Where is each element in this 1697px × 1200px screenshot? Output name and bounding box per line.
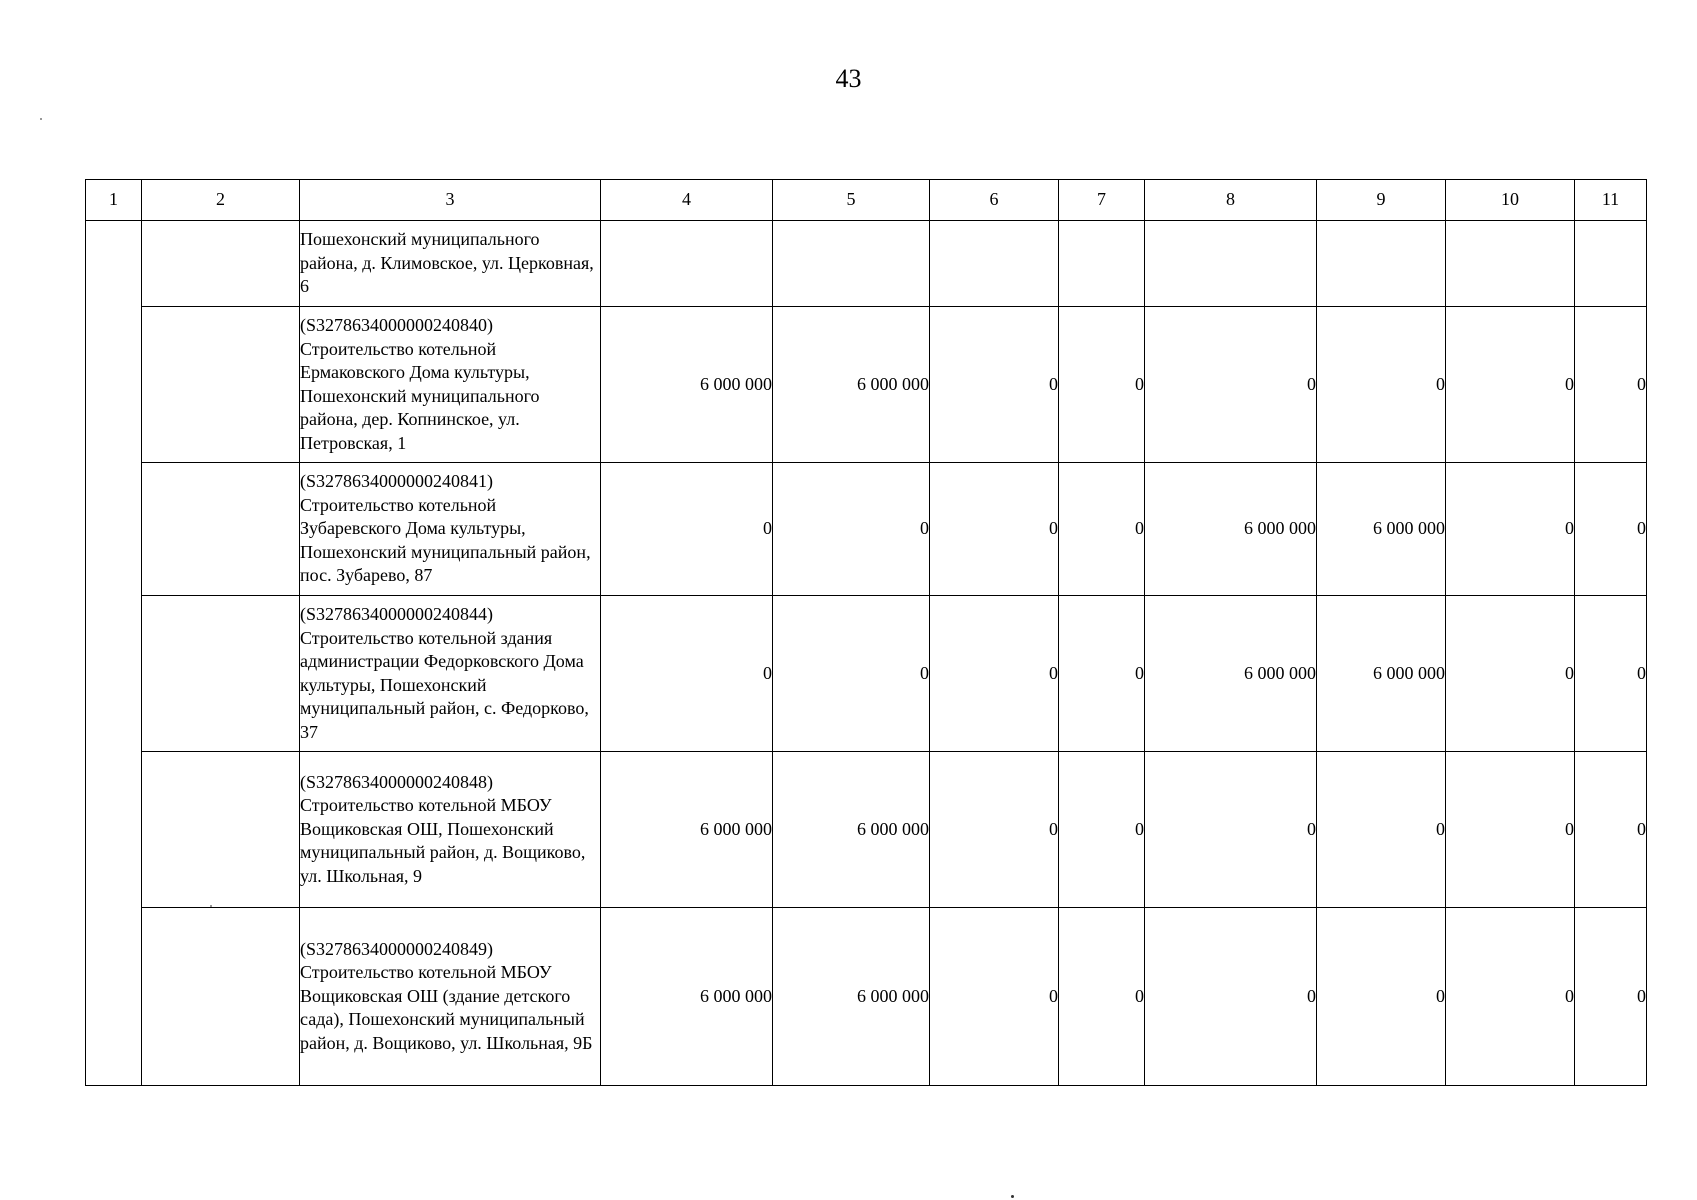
value-cell bbox=[930, 221, 1059, 307]
column-header: 3 bbox=[300, 180, 601, 221]
object-description: Пошехонский муниципального района, д. Климовское, ул. Церковная, 6 bbox=[300, 221, 601, 307]
column-header: 5 bbox=[773, 180, 930, 221]
col2-cell bbox=[142, 908, 300, 1086]
value-cell: 0 bbox=[1575, 596, 1647, 752]
value-cell: 0 bbox=[1317, 307, 1446, 463]
value-cell: 0 bbox=[773, 596, 930, 752]
value-cell bbox=[1446, 221, 1575, 307]
column-header: 8 bbox=[1145, 180, 1317, 221]
value-cell: 0 bbox=[1059, 752, 1145, 908]
col2-cell bbox=[142, 596, 300, 752]
value-cell: 6 000 000 bbox=[1317, 463, 1446, 596]
value-cell bbox=[1317, 221, 1446, 307]
table-row bbox=[86, 307, 1647, 463]
value-cell: 0 bbox=[1317, 908, 1446, 1086]
value-cell: 0 bbox=[1446, 752, 1575, 908]
col1-cell bbox=[86, 221, 142, 1086]
table-row bbox=[86, 908, 1647, 1086]
table-row bbox=[86, 596, 1647, 752]
value-cell: 0 bbox=[1145, 307, 1317, 463]
column-header: 10 bbox=[1446, 180, 1575, 221]
value-cell: 0 bbox=[1145, 752, 1317, 908]
value-cell: 0 bbox=[1059, 908, 1145, 1086]
header-row bbox=[86, 180, 1647, 221]
value-cell: 0 bbox=[1575, 752, 1647, 908]
value-cell bbox=[1575, 221, 1647, 307]
value-cell: 6 000 000 bbox=[1145, 596, 1317, 752]
value-cell: 6 000 000 bbox=[773, 307, 930, 463]
value-cell: 6 000 000 bbox=[601, 307, 773, 463]
column-header: 9 bbox=[1317, 180, 1446, 221]
value-cell: 0 bbox=[773, 463, 930, 596]
value-cell: 0 bbox=[930, 596, 1059, 752]
value-cell: 0 bbox=[1446, 908, 1575, 1086]
value-cell: 0 bbox=[1575, 463, 1647, 596]
col2-cell bbox=[142, 463, 300, 596]
value-cell: 0 bbox=[601, 463, 773, 596]
column-header: 11 bbox=[1575, 180, 1647, 221]
value-cell: 0 bbox=[1317, 752, 1446, 908]
scan-speck bbox=[40, 118, 42, 120]
table-row bbox=[86, 463, 1647, 596]
value-cell: 0 bbox=[930, 752, 1059, 908]
value-cell bbox=[601, 221, 773, 307]
scan-speck bbox=[1011, 1195, 1014, 1198]
object-description: (S3278634000000240840) Строительство котельной Ермаковского Дома культуры, Пошехонский муниципального района, дер. Копнинское, ул. Петровская, 1 bbox=[300, 307, 601, 463]
column-header: 7 bbox=[1059, 180, 1145, 221]
value-cell: 0 bbox=[1575, 908, 1647, 1086]
column-header: 2 bbox=[142, 180, 300, 221]
value-cell: 6 000 000 bbox=[773, 752, 930, 908]
value-cell: 6 000 000 bbox=[601, 752, 773, 908]
col2-cell bbox=[142, 221, 300, 307]
value-cell: 6 000 000 bbox=[601, 908, 773, 1086]
budget-table bbox=[85, 179, 1647, 1086]
column-header: 4 bbox=[601, 180, 773, 221]
object-description: (S3278634000000240844) Строительство котельной здания администрации Федорковского Дома культуры, Пошехонский муниципальный район, с. Федорково, 37 bbox=[300, 596, 601, 752]
value-cell: 0 bbox=[1446, 596, 1575, 752]
value-cell: 0 bbox=[1059, 596, 1145, 752]
value-cell: 0 bbox=[1059, 463, 1145, 596]
value-cell: 0 bbox=[1446, 307, 1575, 463]
value-cell bbox=[773, 221, 930, 307]
value-cell: 0 bbox=[930, 307, 1059, 463]
value-cell: 0 bbox=[1059, 307, 1145, 463]
value-cell bbox=[1145, 221, 1317, 307]
value-cell: 6 000 000 bbox=[1317, 596, 1446, 752]
scan-speck bbox=[210, 905, 212, 907]
value-cell bbox=[1059, 221, 1145, 307]
table-row bbox=[86, 221, 1647, 307]
col2-cell bbox=[142, 752, 300, 908]
value-cell: 0 bbox=[601, 596, 773, 752]
column-header: 6 bbox=[930, 180, 1059, 221]
value-cell: 6 000 000 bbox=[1145, 463, 1317, 596]
object-description: (S3278634000000240848) Строительство котельной МБОУ Вощиковская ОШ, Пошехонский муниципальный район, д. Вощиково, ул. Школьная, 9 bbox=[300, 752, 601, 908]
col2-cell bbox=[142, 307, 300, 463]
page-number: 43 bbox=[835, 64, 862, 93]
column-header: 1 bbox=[86, 180, 142, 221]
value-cell: 0 bbox=[1145, 908, 1317, 1086]
object-description: (S3278634000000240841) Строительство котельной Зубаревского Дома культуры, Пошехонский муниципальный район, пос. Зубарево, 87 bbox=[300, 463, 601, 596]
table-row bbox=[86, 752, 1647, 908]
value-cell: 0 bbox=[1446, 463, 1575, 596]
value-cell: 0 bbox=[1575, 307, 1647, 463]
value-cell: 6 000 000 bbox=[773, 908, 930, 1086]
value-cell: 0 bbox=[930, 908, 1059, 1086]
object-description: (S3278634000000240849) Строительство котельной МБОУ Вощиковская ОШ (здание детского сада), Пошехонский муниципальный район, д. Вощиково, ул. Школьная, 9Б bbox=[300, 908, 601, 1086]
value-cell: 0 bbox=[930, 463, 1059, 596]
